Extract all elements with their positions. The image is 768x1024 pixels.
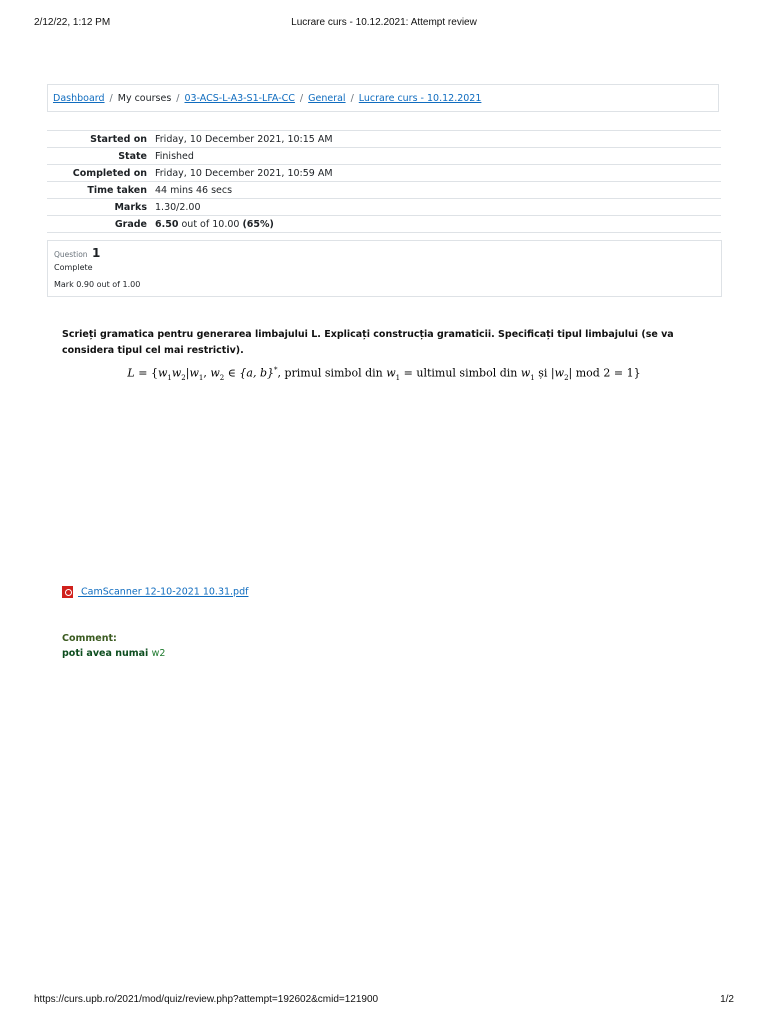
formula-w: w xyxy=(210,366,220,380)
summary-row-completed xyxy=(47,165,721,182)
formula-comma: , xyxy=(277,366,281,380)
summary-value: 44 mins 46 secs xyxy=(155,182,721,199)
formula-sub: 2 xyxy=(219,373,225,382)
breadcrumb-separator: / xyxy=(109,93,113,104)
breadcrumb-course-link[interactable]: 03-ACS-L-A3-S1-LFA-CC xyxy=(184,93,295,104)
print-header xyxy=(34,17,734,31)
formula-bar: | xyxy=(185,366,190,380)
formula-bar: | xyxy=(550,366,555,380)
summary-value: 1.30/2.00 xyxy=(155,199,721,216)
formula-w: w xyxy=(520,366,531,380)
summary-label: Started on xyxy=(47,131,155,148)
formula-eq: = xyxy=(613,366,624,380)
formula-bar: | xyxy=(568,366,573,380)
breadcrumb-my-courses: My courses xyxy=(117,93,172,104)
formula-brace-close: } xyxy=(633,366,641,380)
summary-row-marks xyxy=(47,199,721,216)
formula-sub: 1 xyxy=(530,373,535,382)
grade-score: 6.50 xyxy=(155,218,179,230)
breadcrumb-separator: / xyxy=(299,93,304,104)
formula-brace-open: { xyxy=(150,366,158,380)
summary-value: Finished xyxy=(155,148,721,165)
formula-one: 1 xyxy=(626,366,634,380)
formula-text-and: și xyxy=(538,366,548,380)
formula-w: w xyxy=(386,366,396,380)
breadcrumb-quiz-link[interactable]: Lucrare curs - 10.12.2021 xyxy=(358,93,482,104)
summary-value: Friday, 10 December 2021, 10:59 AM xyxy=(155,165,721,182)
question-state: Complete xyxy=(54,263,93,272)
question-mark: Mark 0.90 out of 1.00 xyxy=(54,280,141,289)
formula-mod: mod 2 xyxy=(575,366,611,380)
attempt-summary-table xyxy=(47,130,721,233)
question-number-value: 1 xyxy=(91,246,101,260)
breadcrumb xyxy=(47,84,719,112)
grade-out-of: out of 10.00 xyxy=(181,218,240,230)
formula-sub: 1 xyxy=(395,373,401,382)
print-url: https://curs.upb.ro/2021/mod/quiz/review.php?attempt=192602&cmid=121900 xyxy=(34,994,379,1005)
breadcrumb-separator: / xyxy=(350,93,354,104)
comment-label: Comment: xyxy=(62,633,117,644)
question-number xyxy=(54,246,100,260)
summary-label: Grade xyxy=(47,216,155,233)
attachment xyxy=(62,586,248,600)
formula-sub: 2 xyxy=(181,373,186,382)
formula-comma: , xyxy=(203,366,207,380)
summary-label: Marks xyxy=(47,199,155,216)
question-prefix: Question xyxy=(54,250,88,259)
pdf-icon xyxy=(62,586,73,598)
print-page-title: Lucrare curs - 10.12.2021: Attempt review xyxy=(291,17,477,28)
attachment-link[interactable]: CamScanner 12-10-2021 10.31.pdf xyxy=(78,586,249,598)
formula-w: w xyxy=(554,366,565,380)
formula-sub: 2 xyxy=(564,373,569,382)
formula-eq: = xyxy=(403,366,413,380)
print-datetime: 2/12/22, 1:12 PM xyxy=(34,17,111,28)
formula-sub: 1 xyxy=(198,373,204,382)
formula-lhs: L xyxy=(127,366,135,380)
formula-w: w xyxy=(171,366,182,380)
summary-value: Friday, 10 December 2021, 10:15 AM xyxy=(155,131,721,148)
formula-eq: = xyxy=(138,366,148,380)
breadcrumb-dashboard-link[interactable]: Dashboard xyxy=(53,93,105,104)
formula-in: ∈ xyxy=(227,366,236,380)
formula-star: * xyxy=(273,366,278,374)
question-text: Scrieți gramatica pentru generarea limbajului L. Explicați construcția gramaticii. Specificați tipul limbajului (se va considera tipul cel mai restrictiv). xyxy=(62,329,674,356)
summary-row-time-taken xyxy=(47,182,721,199)
formula-w: w xyxy=(157,366,168,380)
grade-percent: (65%) xyxy=(242,218,274,230)
formula-w: w xyxy=(189,366,199,380)
question-info-box xyxy=(47,240,722,297)
language-formula xyxy=(0,366,768,382)
print-page-number: 1/2 xyxy=(720,994,734,1005)
formula-text-last: ultimul simbol din xyxy=(416,366,518,380)
comment-text xyxy=(62,648,165,659)
formula-sub: 1 xyxy=(167,373,172,382)
comment-body: poti avea numai xyxy=(62,648,149,659)
breadcrumb-general-link[interactable]: General xyxy=(308,93,346,104)
summary-label: Completed on xyxy=(47,165,155,182)
summary-label: State xyxy=(47,148,155,165)
summary-row-state xyxy=(47,148,721,165)
print-footer xyxy=(34,994,734,1008)
formula-text-first: primul simbol din xyxy=(284,366,383,380)
comment-highlight: w2 xyxy=(151,648,166,659)
summary-grade-value xyxy=(155,216,721,233)
summary-row-started xyxy=(47,131,721,148)
summary-row-grade xyxy=(47,216,721,233)
formula-alphabet: {a, b} xyxy=(239,366,274,380)
breadcrumb-separator: / xyxy=(176,93,180,104)
summary-label: Time taken xyxy=(47,182,155,199)
